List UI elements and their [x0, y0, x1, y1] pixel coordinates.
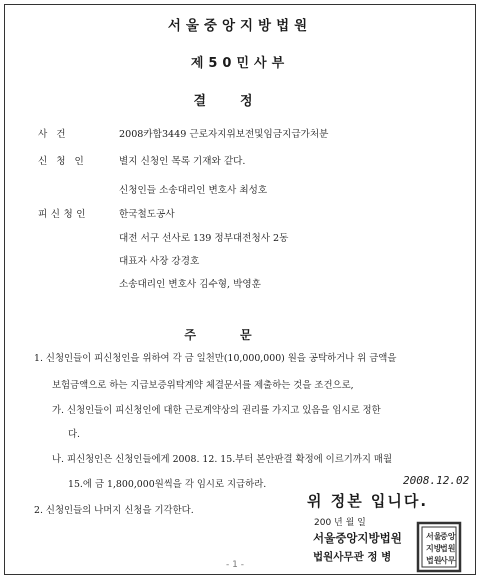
respondent-attorneys: 소송대리인 변호사 김수형, 박영훈: [119, 279, 261, 290]
page-number: - 1 -: [226, 560, 244, 570]
certification-court: 서울중앙지방법원: [313, 531, 402, 545]
svg-text:중앙: 중앙: [440, 532, 456, 541]
order-line: 보험금액으로 하는 지급보증위탁계약 체결문서를 제출하는 것을 조건으로,: [52, 380, 354, 391]
applicant-attorney: 신청인들 소송대리인 변호사 최성호: [119, 185, 268, 196]
case-label: 사건: [38, 129, 75, 140]
respondent-representative: 대표자 사장 강경호: [119, 256, 200, 267]
svg-text:지방: 지방: [426, 544, 442, 553]
respondent-label: 피신청인: [38, 209, 90, 220]
respondent-address: 대전 서구 선사로 139 정부대전청사 2동: [119, 233, 289, 244]
order-line: 2. 신청인들의 나머지 신청을 기각한다.: [34, 505, 194, 516]
certified-copy-stamp: 위 정본 입니다.: [307, 492, 429, 510]
order-line: 15.에 금 1,800,000원씩을 각 임시로 지급하라.: [68, 479, 267, 490]
court-name: 서울중앙지방법원: [167, 18, 313, 34]
order-line: 1. 신청인들이 피신청인을 위하여 각 금 일천만(10,000,000) 원을 공탁하거나 위 금액을: [34, 353, 397, 364]
order-line: 가. 신청인들이 피신청인에 대한 근로계약상의 권리를 가지고 있음을 임시로 정한: [52, 405, 381, 416]
order-line: 나. 피신청인은 신청인들에게 2008. 12. 15.부터 본안판결 확정에 이르기까지 매월: [52, 454, 393, 465]
order-line: 다.: [68, 429, 81, 440]
court-seal-stamp: [416, 521, 462, 573]
certification-clerk: 법원사무관 정 병: [313, 551, 392, 563]
case-number: 2008카합3449 근로자지위보전및임금지급가처분: [119, 129, 329, 140]
applicant-value: 별지 신청인 목록 기재와 같다.: [119, 156, 246, 167]
respondent-name: 한국철도공사: [119, 209, 175, 220]
applicant-label: 신청인: [38, 156, 93, 167]
svg-text:법원: 법원: [426, 556, 442, 565]
svg-text:법원: 법원: [440, 544, 456, 553]
handwritten-date: 2008.12.02: [403, 474, 470, 487]
svg-text:사무: 사무: [440, 556, 456, 565]
division-title: 제50민사부: [190, 56, 290, 71]
svg-text:서울: 서울: [426, 532, 442, 541]
order-title: 주문: [184, 328, 296, 342]
certification-date: 200 년 월 일: [314, 518, 366, 528]
document-type-title: 결정: [193, 94, 287, 109]
